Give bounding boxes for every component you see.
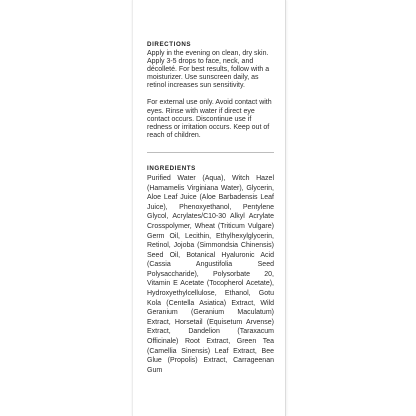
directions-warning-text: For external use only. Avoid contact with eyes. Rinse with water if direct eye contact occurs. Discontinue use if redness or irritation occurs. Keep out of reach of children.	[147, 99, 272, 139]
section-divider	[147, 152, 274, 153]
ingredients-heading: INGREDIENTS	[147, 164, 196, 172]
directions-usage-text: Apply in the evening on clean, dry skin. Apply 3-5 drops to face, neck, and décolleté. For best results, follow with a moisturizer. Use sunscreen daily, as retinol increases sun sensitivity.	[147, 50, 270, 90]
directions-heading: DIRECTIONS	[147, 41, 192, 48]
ingredients-section	[147, 165, 274, 375]
ingredients-list-text: Purified Water (Aqua), Witch Hazel (Hamamelis Virginiana Water), Glycerin, Aloe Leaf Juice (Aloe Barbadensis Leaf Juice), Phenoxyethanol, Pentylene Glycol, Acrylates/C10-30 Alkyl Acrylate Crosspolymer, Wheat (Triticum Vulgare) Germ Oil, Lecithin, Ethylhexylglycerin, Retinol, Jojoba (Simmondsia Chinensis) Seed Oil, Botanical Hyaluronic Acid (Cassia Angustifolia Seed Polysaccharide), Polysorbate 20, Vitamin E Acetate (Tocopherol Acetate), Hydroxyethylcellulose, Ethanol, Gotu Kola (Centella Asiatica) Extract, Wild Geranium (Geranium Maculatum) Extract, Horsetail (Equisetum Arvense) Extract, Dandelion (Taraxacum Officinale) Root Extract, Green Tea (Camellia Sinensis) Leaf Extract, Bee Glue (Propolis) Extract, Carrageenan Gum	[147, 174, 274, 374]
label-content	[147, 41, 274, 375]
directions-section	[147, 41, 274, 140]
